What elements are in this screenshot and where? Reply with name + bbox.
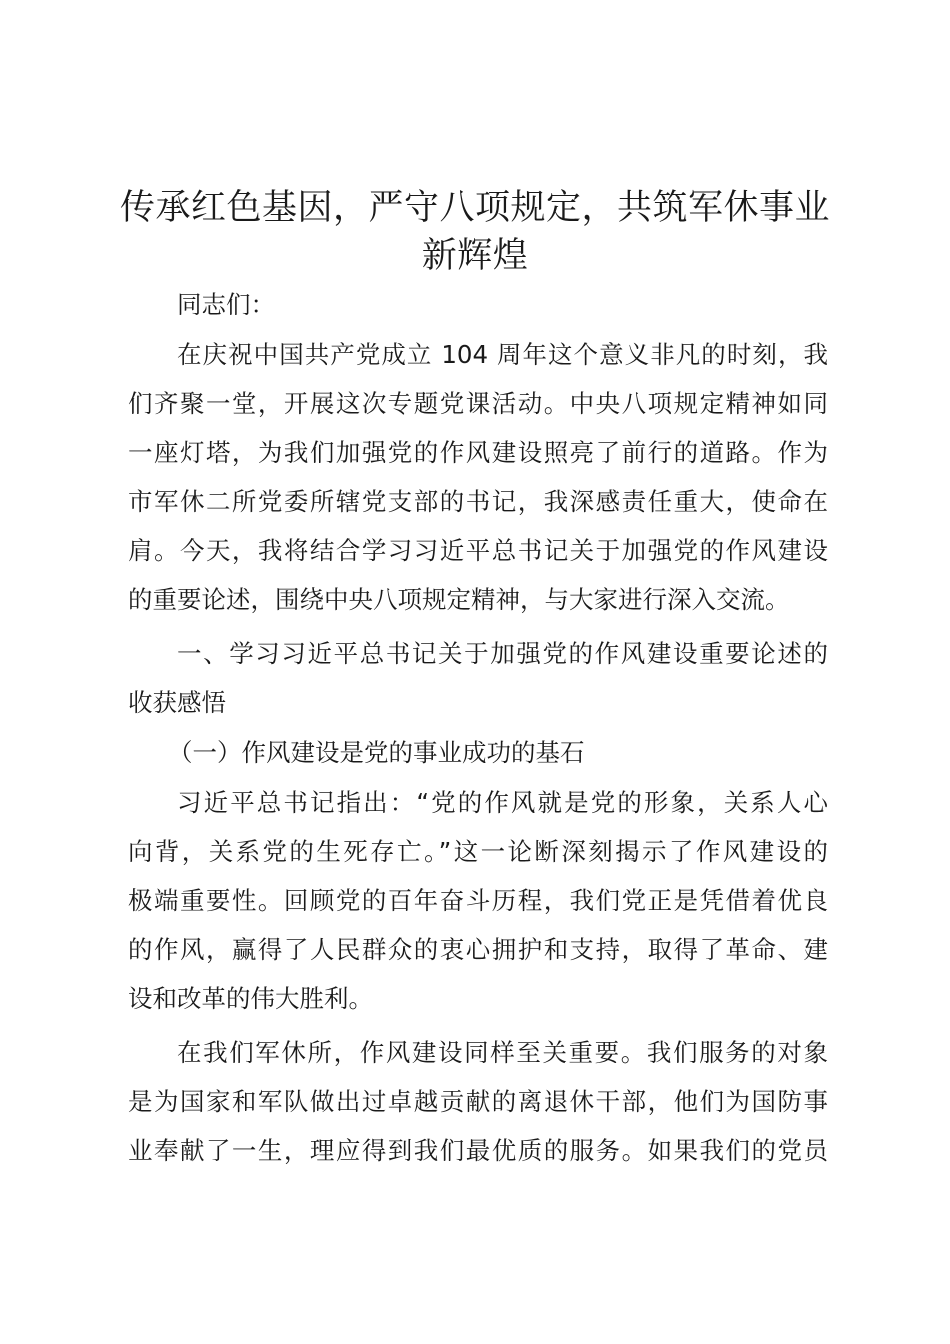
paragraph-line: 肩。今天，我将结合学习习近平总书记关于加强党的作风建设 [128, 536, 828, 565]
paragraph-line: 向背，关系党的生死存亡。”这一论断深刻揭示了作风建设的 [128, 837, 828, 866]
paragraph-quote [128, 778, 828, 1023]
paragraph-line: 一座灯塔，为我们加强党的作风建设照亮了前行的道路。作为 [128, 438, 828, 467]
salutation-text: 同志们： [177, 290, 275, 319]
document-title-line2: 新辉煌 [421, 236, 529, 276]
document-title-line1: 传承红色基因，严守八项规定，共筑军休事业 [119, 188, 830, 228]
paragraph-line: 设和改革的伟大胜利。 [128, 984, 373, 1013]
paragraph-line: 是为国家和军队做出过卓越贡献的离退休干部，他们为国防事 [128, 1087, 828, 1116]
section-heading-1 [128, 629, 828, 727]
heading-line: 一、学习习近平总书记关于加强党的作风建设重要论述的 [177, 639, 828, 668]
paragraph-line: 习近平总书记指出：“党的作风就是党的形象，关系人心 [177, 788, 828, 817]
paragraph-line: 在庆祝中国共产党成立 104 周年这个意义非凡的时刻，我 [177, 340, 828, 369]
heading-line: 收获感悟 [128, 688, 226, 717]
paragraph-line: 市军休二所党委所辖党支部的书记，我深感责任重大，使命在 [128, 487, 828, 516]
paragraph-service [128, 1028, 828, 1175]
salutation [128, 280, 828, 329]
paragraph-line: 们齐聚一堂，开展这次专题党课活动。中央八项规定精神如同 [128, 389, 828, 418]
subheading-text: （一）作风建设是党的事业成功的基石 [168, 738, 585, 767]
paragraph-line: 的作风，赢得了人民群众的衷心拥护和支持，取得了革命、建 [128, 935, 828, 964]
subsection-heading-1 [128, 728, 828, 777]
paragraph-line: 极端重要性。回顾党的百年奋斗历程，我们党正是凭借着优良 [128, 886, 828, 915]
paragraph-line: 业奉献了一生，理应得到我们最优质的服务。如果我们的党员 [128, 1136, 828, 1165]
paragraph-line: 的重要论述，围绕中央八项规定精神，与大家进行深入交流。 [128, 585, 790, 614]
paragraph-line: 在我们军休所，作风建设同样至关重要。我们服务的对象 [177, 1038, 828, 1067]
paragraph-opening [128, 330, 828, 624]
